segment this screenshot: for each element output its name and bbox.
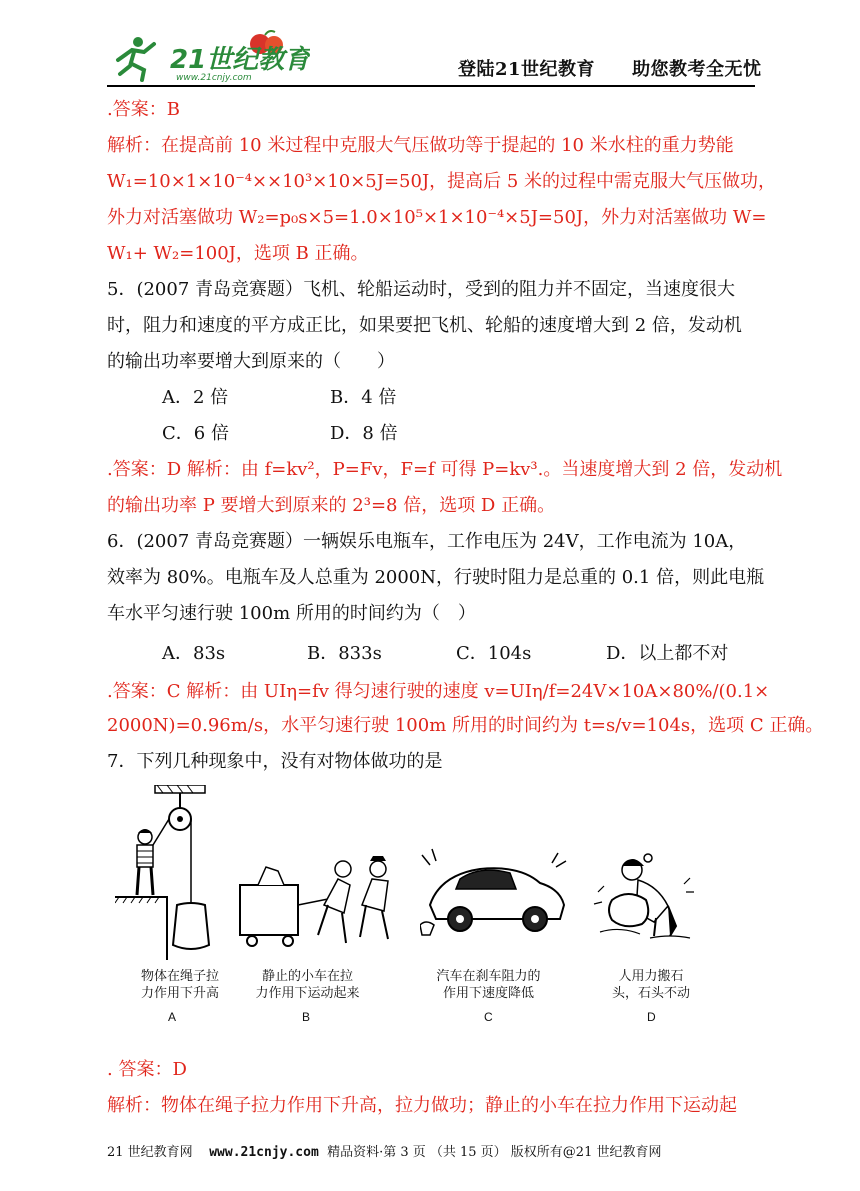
q6-option-d: D．以上都不对 [606,643,729,664]
q7-stem: 7．下列几种现象中，没有对物体做功的是 [107,751,443,772]
q6-stem-line: 车水平匀速行驶 100m 所用的时间约为（ ） [107,603,476,624]
q5-stem-line: 5．(2007 青岛竞赛题）飞机、轮船运动时，受到的阻力并不固定，当速度很大 [107,279,736,300]
figure-a-caption [130,968,230,1002]
footer-info: 精品资料·第 3 页 （共 15 页） 版权所有@21 世纪教育网 [327,1145,662,1160]
q6-stem-line: 6．(2007 青岛竞赛题）一辆娱乐电瓶车，工作电压为 24V，工作电流为 10A， [107,531,747,552]
caption-line: 物体在绳子拉 [140,969,219,984]
figure-d-caption [606,968,696,1002]
slogan-right: 助您教考全无忧 [632,59,762,80]
pulley-illustration [115,785,225,960]
figure-b [238,855,408,954]
stone-lifting-illustration [590,848,705,948]
q6-option-a: A．83s [162,643,226,664]
q6-option-c: C．104s [456,643,532,664]
figure-b-caption [245,968,370,1002]
footer-url[interactable]: www.21cnjy.com [209,1145,319,1160]
caption-line: 头，石头不动 [611,986,690,1001]
caption-line: 力作用下升高 [140,986,219,1001]
caption-line: 力作用下运动起来 [255,986,360,1001]
q5-option-d: D．8 倍 [330,423,398,444]
figure-a-letter: A [168,1010,177,1024]
logo-url: www.21cnjy.com [176,73,252,83]
caption-line: 人用力搬石 [618,969,684,984]
figure-d [590,848,705,952]
cart-illustration [238,855,408,950]
q5-option-a: A．2 倍 [162,387,229,408]
q4-explanation-line: 解析：在提高前 10 米过程中克服大气压做功等于提起的 10 米水柱的重力势能 [107,135,734,156]
q7-answer: . 答案：D [107,1059,187,1080]
header-slogan [458,55,762,81]
figure-d-letter: D [647,1010,656,1024]
q5-option-b: B．4 倍 [330,387,397,408]
q4-explanation-line: W₁+ W₂=100J，选项 B 正确。 [107,243,369,264]
caption-line: 汽车在刹车阻力的 [436,969,541,984]
q7-explanation-line: 解析：物体在绳子拉力作用下升高，拉力做功；静止的小车在拉力作用下运动起 [107,1095,737,1116]
q4-answer: .答案：B [107,99,180,120]
caption-line: 静止的小车在拉 [261,969,353,984]
q5-answer-line: .答案：D 解析：由 f=kv²，P=Fv，F=f 可得 P=kv³.。当速度增大到 2 倍，发动机 [107,459,783,480]
q6-stem-line: 效率为 80%。电瓶车及人总重为 2000N，行驶时阻力是总重的 0.1 倍，则此电瓶 [107,567,765,588]
logo-text: 21世纪教育 [170,45,310,75]
car-illustration [420,845,570,945]
site-logo [110,30,310,85]
q4-explanation-line: W₁=10×1×10⁻⁴××10³×10×5J=50J，提高后 5 米的过程中需克服大气压做功， [107,171,777,192]
footer-site: 21 世纪教育网 [107,1145,193,1160]
figure-c-caption [426,968,551,1002]
q5-option-c: C．6 倍 [162,423,229,444]
q6-option-b: B．833s [307,643,382,664]
figure-a [115,785,225,964]
q5-answer-line: 的输出功率 P 要增大到原来的 2³=8 倍，选项 D 正确。 [107,495,556,516]
page-footer [107,1141,661,1160]
q5-stem-line: 的输出功率要增大到原来的（ ） [107,351,395,372]
q5-stem-line: 时，阻力和速度的平方成正比，如果要把飞机、轮船的速度增大到 2 倍，发动机 [107,315,742,336]
figure-b-letter: B [302,1010,311,1024]
q6-answer-line: 2000N)=0.96m/s，水平匀速行驶 100m 所用的时间约为 t=s/v=104s，选项 C 正确。 [107,715,824,736]
caption-line: 作用下速度降低 [442,986,534,1001]
figure-c-letter: C [484,1010,493,1024]
figure-c [420,845,570,949]
q4-explanation-line: 外力对活塞做功 W₂=p₀s×5=1.0×10⁵×1×10⁻⁴×5J=50J，外力对活塞做功 W= [107,207,767,228]
slogan-left: 登陆21世纪教育 [458,59,596,80]
q6-answer-line: .答案：C 解析：由 UIη=fv 得匀速行驶的速度 v=UIη/f=24V×10A×80%/(0.1× [107,681,770,702]
header-rule [107,85,755,87]
